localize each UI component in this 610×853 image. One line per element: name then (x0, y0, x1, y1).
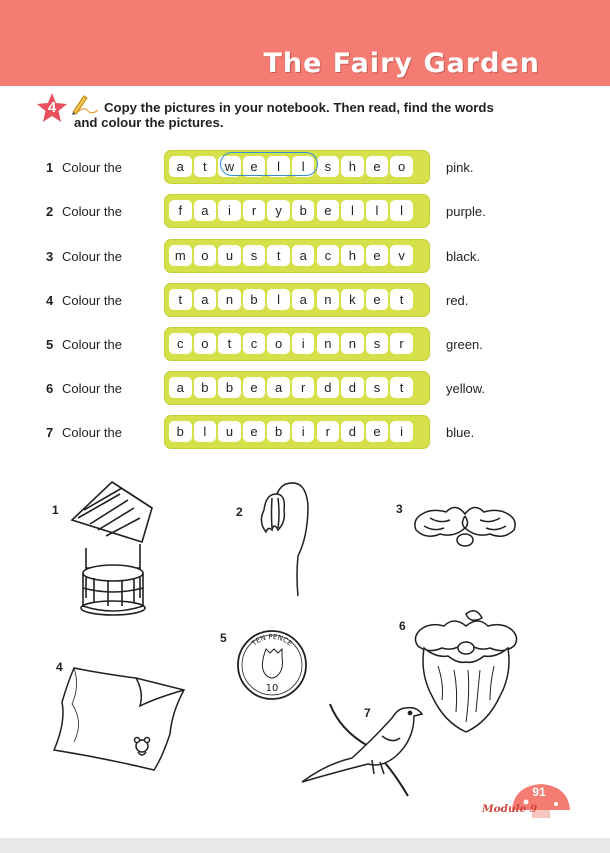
picture-number: 2 (236, 505, 243, 519)
letter-tile[interactable]: t (218, 333, 241, 354)
letter-tile[interactable]: d (341, 421, 364, 442)
letter-tile[interactable]: i (218, 200, 241, 221)
letter-tile[interactable]: a (292, 289, 315, 310)
row-number: 3 (46, 249, 54, 264)
puzzle-row-6 (0, 370, 610, 406)
puzzle-row-5 (0, 326, 610, 362)
picture-number: 3 (396, 502, 403, 516)
letter-tile[interactable]: b (194, 377, 217, 398)
instruction (74, 100, 544, 130)
letter-tile[interactable]: a (169, 377, 192, 398)
picture-number: 5 (220, 631, 227, 645)
picture-number: 6 (399, 619, 406, 633)
letter-tile[interactable]: w (218, 156, 241, 177)
letter-tile[interactable]: e (317, 200, 340, 221)
letter-tile[interactable]: l (194, 421, 217, 442)
letter-tile[interactable]: n (317, 289, 340, 310)
row-lead-text: Colour the (62, 381, 122, 396)
letter-tile[interactable]: o (194, 333, 217, 354)
letter-tile[interactable]: s (317, 156, 340, 177)
letter-tile[interactable]: i (292, 421, 315, 442)
letter-strip (164, 194, 430, 228)
letter-tile[interactable]: h (341, 245, 364, 266)
letter-tile[interactable]: n (341, 333, 364, 354)
letter-tile[interactable]: e (366, 156, 389, 177)
row-colour-word: yellow. (446, 381, 486, 396)
picture-number: 1 (52, 503, 59, 517)
letter-tile[interactable]: o (267, 333, 290, 354)
letter-tile[interactable]: e (366, 245, 389, 266)
row-colour-word: purple. (446, 204, 486, 219)
row-lead-text: Colour the (62, 204, 122, 219)
puzzle-row-4 (0, 282, 610, 318)
row-number: 4 (46, 293, 54, 308)
letter-tile[interactable]: b (267, 421, 290, 442)
letter-tile[interactable]: i (390, 421, 413, 442)
letter-tile[interactable]: r (317, 421, 340, 442)
row-number: 7 (46, 425, 54, 440)
letter-tile[interactable]: r (243, 200, 266, 221)
letter-tile[interactable]: a (194, 289, 217, 310)
row-colour-word: pink. (446, 160, 474, 175)
row-colour-word: red. (446, 293, 469, 308)
row-colour-word: green. (446, 337, 483, 352)
row-number: 2 (46, 204, 54, 219)
letter-tile[interactable]: b (218, 377, 241, 398)
letter-tile[interactable]: k (341, 289, 364, 310)
letter-tile[interactable]: t (169, 289, 192, 310)
letter-tile[interactable]: e (366, 289, 389, 310)
puzzle-row-7 (0, 414, 610, 450)
row-number: 6 (46, 381, 54, 396)
letter-strip (164, 327, 430, 361)
picture-number: 7 (364, 706, 371, 720)
letter-tile[interactable]: t (390, 377, 413, 398)
letter-tile[interactable]: t (390, 289, 413, 310)
letter-tile[interactable]: r (390, 333, 413, 354)
page-bottom-edge (0, 838, 610, 853)
letter-tile[interactable]: u (218, 421, 241, 442)
puzzle-row-3 (0, 238, 610, 274)
blanket-icon[interactable] (44, 662, 194, 774)
task-number: 4 (47, 99, 57, 116)
coin-icon[interactable] (234, 625, 310, 703)
wishing-well-icon[interactable] (64, 478, 164, 618)
letter-tile[interactable]: h (341, 156, 364, 177)
letter-tile[interactable]: b (169, 421, 192, 442)
bluebird-icon[interactable] (296, 700, 430, 804)
letter-tile[interactable]: t (194, 156, 217, 177)
letter-tile[interactable]: v (390, 245, 413, 266)
letter-tile[interactable]: b (292, 200, 315, 221)
row-number: 5 (46, 337, 54, 352)
letter-tile[interactable]: s (243, 245, 266, 266)
letter-tile[interactable]: s (366, 377, 389, 398)
picture-number: 4 (56, 660, 63, 674)
page-number: 91 (532, 785, 546, 799)
letter-tile[interactable]: a (194, 200, 217, 221)
letter-tile[interactable]: l (390, 200, 413, 221)
letter-tile[interactable]: d (317, 377, 340, 398)
letter-strip (164, 371, 430, 405)
letter-tile[interactable]: l (341, 200, 364, 221)
letter-tile[interactable]: d (341, 377, 364, 398)
coin-value: 10 (265, 683, 279, 694)
letter-tile[interactable]: s (366, 333, 389, 354)
letter-tile[interactable]: l (267, 289, 290, 310)
row-lead-text: Colour the (62, 249, 122, 264)
row-number: 1 (46, 160, 54, 175)
letter-tile[interactable]: b (243, 289, 266, 310)
coin-top-text: TEN PENCE (250, 632, 294, 648)
letter-tile[interactable]: a (169, 156, 192, 177)
letter-tile[interactable]: t (267, 245, 290, 266)
letter-tile[interactable]: c (317, 245, 340, 266)
row-lead-text: Colour the (62, 337, 122, 352)
letter-tile[interactable]: n (218, 289, 241, 310)
letter-tile[interactable]: n (317, 333, 340, 354)
letter-tile[interactable]: l (292, 156, 315, 177)
letter-tile[interactable]: a (267, 377, 290, 398)
letter-strip (164, 239, 430, 273)
letter-tile[interactable]: o (194, 245, 217, 266)
moustache-icon[interactable] (410, 494, 520, 558)
letter-tile[interactable]: r (292, 377, 315, 398)
bluebell-flower-icon[interactable] (246, 476, 316, 600)
letter-tile[interactable]: l (267, 156, 290, 177)
letter-tile[interactable]: c (243, 333, 266, 354)
letter-strip (164, 415, 430, 449)
letter-tile[interactable]: i (292, 333, 315, 354)
letter-tile[interactable]: o (390, 156, 413, 177)
letter-tile[interactable]: l (366, 200, 389, 221)
example-answer-circle (220, 152, 318, 176)
letter-strip (164, 283, 430, 317)
letter-tile[interactable]: e (243, 377, 266, 398)
instruction-line-1: Copy the pictures in your notebook. Then read, find the words (104, 100, 494, 115)
letter-tile[interactable]: m (169, 245, 192, 266)
row-lead-text: Colour the (62, 425, 122, 440)
letter-tile[interactable]: f (169, 200, 192, 221)
row-lead-text: Colour the (62, 293, 122, 308)
puzzle-row-2 (0, 193, 610, 229)
letter-tile[interactable]: e (243, 156, 266, 177)
row-colour-word: black. (446, 249, 480, 264)
row-colour-word: blue. (446, 425, 475, 440)
module-label: Module 9 (482, 803, 538, 815)
letter-tile[interactable]: y (267, 200, 290, 221)
instruction-line-2: and colour the pictures. (74, 115, 224, 130)
page-title: The Fairy Garden (263, 48, 540, 79)
letter-tile[interactable]: a (292, 245, 315, 266)
letter-tile[interactable]: e (366, 421, 389, 442)
letter-tile[interactable]: e (243, 421, 266, 442)
row-lead-text: Colour the (62, 160, 122, 175)
letter-tile[interactable]: u (218, 245, 241, 266)
letter-tile[interactable]: c (169, 333, 192, 354)
